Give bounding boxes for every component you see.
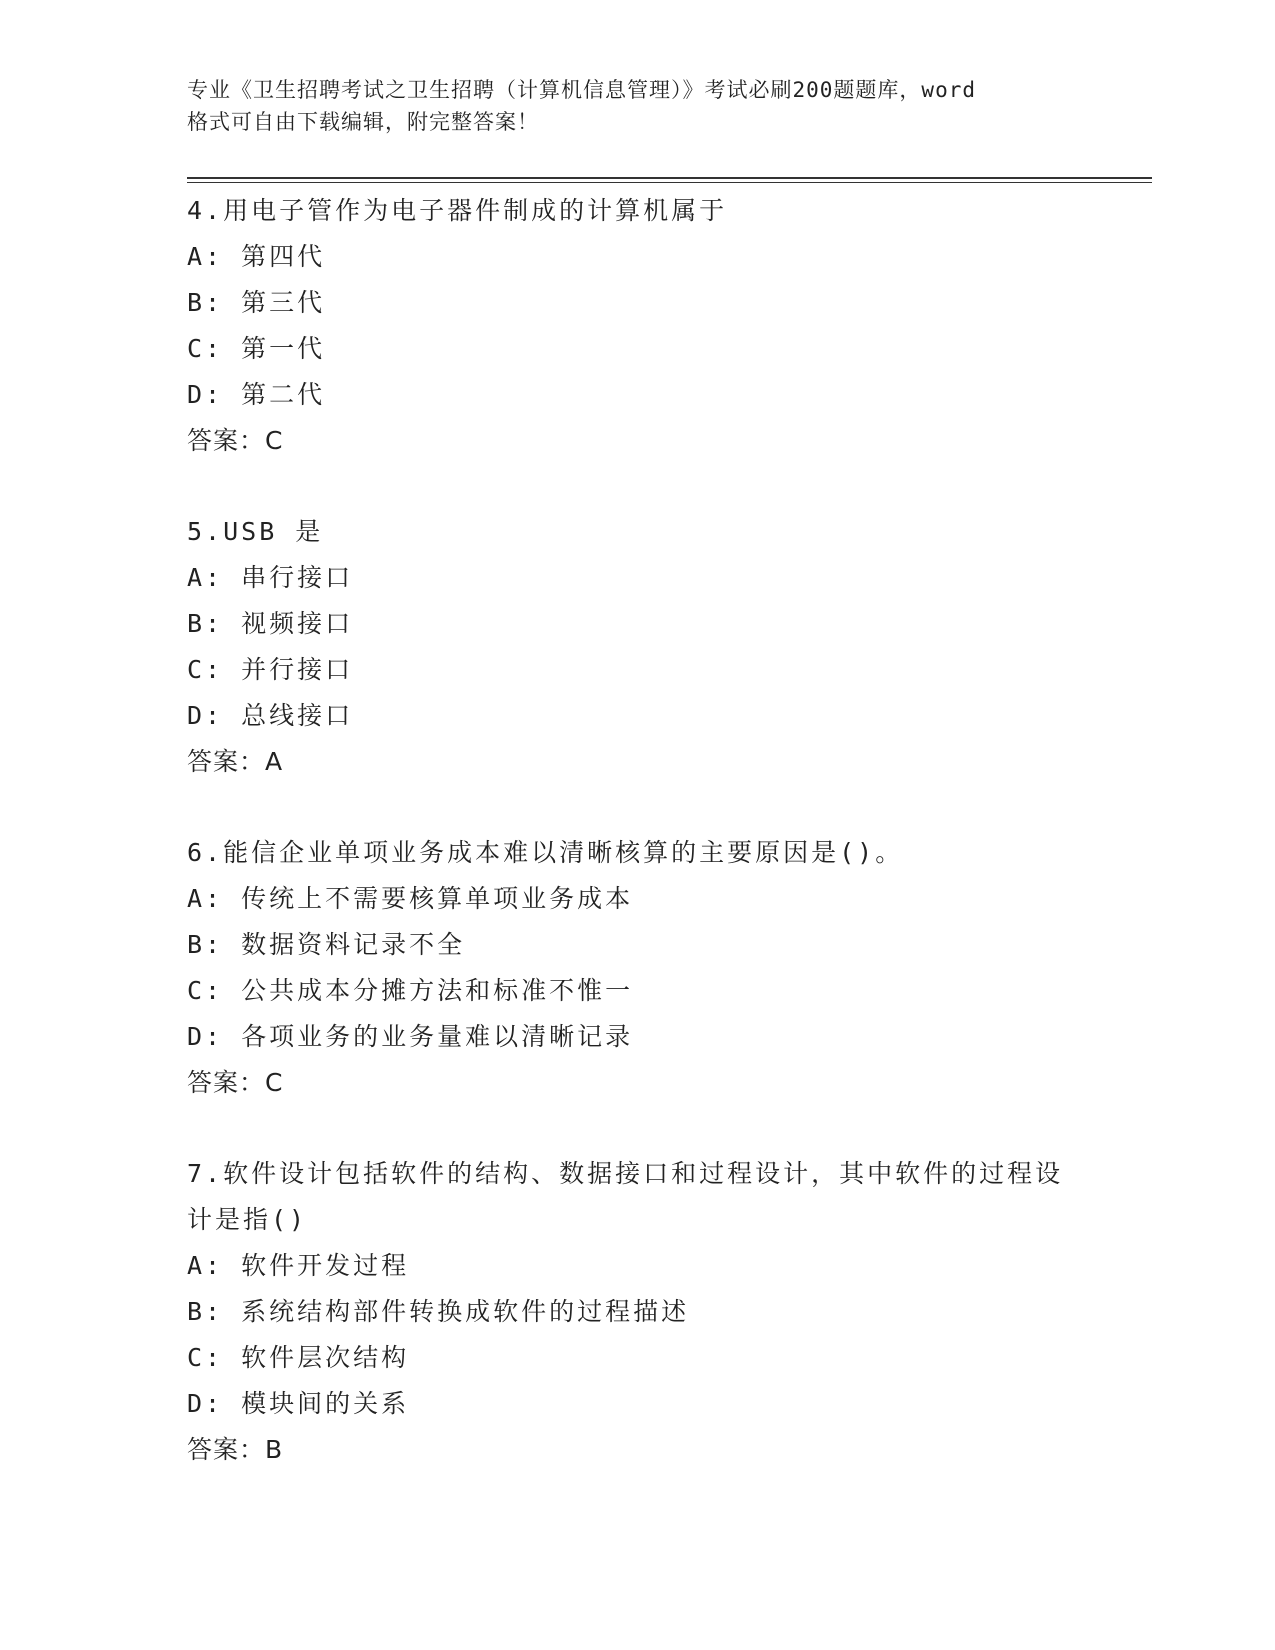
question-6: [187, 830, 1087, 1106]
option-b: B: 视频接口: [187, 609, 354, 638]
option-d: D: 各项业务的业务量难以清晰记录: [187, 1022, 634, 1051]
option-d: D: 总线接口: [187, 701, 354, 730]
option-b: B: 数据资料记录不全: [187, 930, 466, 959]
answer: 答案：A: [187, 747, 284, 776]
question-stem: 5.USB 是: [187, 517, 324, 546]
answer: 答案：C: [187, 426, 284, 455]
answer: 答案：B: [187, 1435, 284, 1464]
option-d: D: 模块间的关系: [187, 1389, 410, 1418]
option-a: A: 串行接口: [187, 563, 354, 592]
question-stem: 6.能信企业单项业务成本难以清晰核算的主要原因是()。: [187, 838, 904, 867]
question-5: [187, 509, 1087, 785]
option-c: C: 并行接口: [187, 655, 354, 684]
header-divider-thick: [187, 177, 1152, 179]
header-line-2: 格式可自由下载编辑，附完整答案！: [187, 110, 539, 134]
header-divider-thin: [187, 182, 1152, 183]
option-b: B: 第三代: [187, 288, 326, 317]
answer: 答案：C: [187, 1068, 284, 1097]
option-a: A: 第四代: [187, 242, 326, 271]
question-7: [187, 1151, 1087, 1473]
option-d: D: 第二代: [187, 380, 326, 409]
document-header: [187, 74, 1087, 138]
option-c: C: 软件层次结构: [187, 1343, 410, 1372]
header-line-1: 专业《卫生招聘考试之卫生招聘（计算机信息管理）》考试必刷200题题库，word: [187, 78, 976, 102]
option-c: C: 公共成本分摊方法和标准不惟一: [187, 976, 634, 1005]
question-stem: 4.用电子管作为电子器件制成的计算机属于: [187, 196, 728, 225]
option-a: A: 软件开发过程: [187, 1251, 410, 1280]
question-4: [187, 188, 1087, 464]
option-c: C: 第一代: [187, 334, 326, 363]
option-b: B: 系统结构部件转换成软件的过程描述: [187, 1297, 690, 1326]
question-list: [187, 188, 1087, 1518]
option-a: A: 传统上不需要核算单项业务成本: [187, 884, 634, 913]
question-stem: 7.软件设计包括软件的结构、数据接口和过程设计，其中软件的过程设计是指(): [187, 1159, 1064, 1234]
